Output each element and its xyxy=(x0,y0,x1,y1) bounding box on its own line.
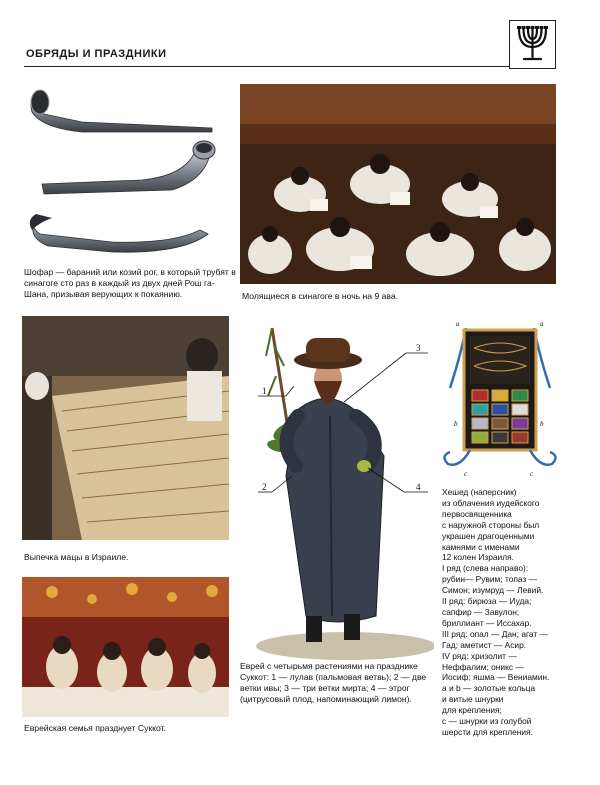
jew-four-species-caption: Еврей с четырьмя растениями на празднике Суккот: 1 — лулав (пальмовая ветвь); 2 — две ветки ивы; 3 — три ветки мирта; 4 — этрог (цитрусовый плод, напоминающий лимон). xyxy=(240,661,427,704)
header-rule xyxy=(24,66,509,67)
shofar-caption: Шофар — бараний или козий рог, в который трубят в синагоге сто раз в каждый из двух дней Рош га-Шана, призывая верующих к покаянию. xyxy=(24,267,236,299)
breastplate-label-a-left: a xyxy=(456,320,460,328)
breastplate-label-c-left: c xyxy=(464,470,468,478)
matzah-photo xyxy=(22,316,229,540)
breastplate-illustration xyxy=(440,318,560,480)
menorah-emblem xyxy=(509,20,556,69)
synagogue-caption: Молящиеся в синагоге в ночь на 9 ава. xyxy=(242,291,399,301)
figure-label-4: 4 xyxy=(416,482,421,492)
section-title: ОБРЯДЫ И ПРАЗДНИКИ xyxy=(26,48,167,60)
figure-label-1: 1 xyxy=(262,386,267,396)
jew-four-species-illustration xyxy=(236,316,434,661)
breastplate-caption: Хешед (наперсник) из облачения иудейского первосвященника с наружной стороны был украшен драгоценными камнями с именами 12 колен Израиля. I ряд (слева направо): рубин— Рувим; топаз — Симон; изумруд — Левий. II ряд: бирюза — Иуда; сапфир — Завулон; бриллиант — Иссахар. III ряд: опал — Дан; агат — Гад; аметист — Асир. IV ряд: хризолит — Неффалим; оникс — Иосиф; яшма — Вениамин. а и b — золотые кольца и витые шнурки для крепления; с — шнурки из голубой шерсти для крепления. xyxy=(442,487,550,737)
breastplate-label-b-right: b xyxy=(540,420,544,428)
breastplate-label-b-left: b xyxy=(454,420,458,428)
synagogue-photo xyxy=(240,84,556,284)
sukkot-family-caption: Еврейская семья празднует Суккот. xyxy=(24,723,166,733)
breastplate-label-a-right: a xyxy=(540,320,544,328)
figure-label-3: 3 xyxy=(416,343,421,353)
menorah-icon xyxy=(510,21,555,68)
shofar-illustration xyxy=(22,84,222,262)
matzah-caption: Выпечка мацы в Израиле. xyxy=(24,552,129,562)
sukkot-family-photo xyxy=(22,577,229,717)
figure-label-2: 2 xyxy=(262,482,267,492)
breastplate-label-c-right: c xyxy=(530,470,534,478)
